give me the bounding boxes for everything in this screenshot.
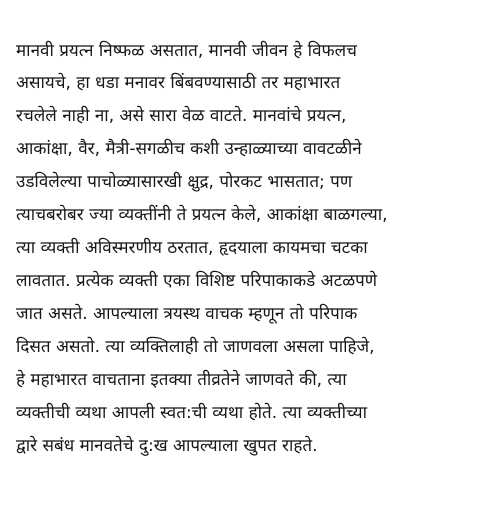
- text-line: लावतात. प्रत्येक व्यक्ती एका विशिष्ट परिपाकाकडे अटळपणे: [16, 271, 378, 291]
- text-line: रचलेले नाही ना, असे सारा वेळ वाटते. मानवांचे प्रयत्न,: [16, 106, 347, 126]
- text-line: त्या व्यक्ती अविस्मरणीय ठरतात, हृदयाला कायमचा चटका: [16, 238, 368, 258]
- text-line: जात असते. आपल्याला त्रयस्थ वाचक म्हणून तो परिपाक: [16, 304, 358, 324]
- text-line: हे महाभारत वाचताना इतक्या तीव्रतेने जाणवते की, त्या: [16, 370, 347, 390]
- text-line: व्यक्तीची व्यथा आपली स्वत:ची व्यथा होते. त्या व्यक्तीच्या: [16, 403, 368, 423]
- text-line: असायचे, हा धडा मनावर बिंबवण्यासाठी तर महाभारत: [16, 73, 341, 93]
- text-line: दिसत असतो. त्या व्यक्तिलाही तो जाणवला असला पाहिजे,: [16, 337, 375, 357]
- text-line: आकांक्षा, वैर, मैत्री-सगळीच कशी उन्हाळ्याच्या वावटळीने: [16, 139, 362, 159]
- text-line: त्याचबरोबर ज्या व्यक्तींनी ते प्रयत्न केले, आकांक्षा बाळगल्या,: [16, 205, 388, 225]
- text-line: मानवी प्रयत्न निष्फळ असतात, मानवी जीवन हे विफलच: [16, 41, 357, 61]
- text-line: उडविलेल्या पाचोळ्यासारखी क्षुद्र, पोरकट भासतात; पण: [16, 172, 353, 192]
- text-line: द्वारे सबंध मानवतेचे दु:ख आपल्याला खुपत राहते.: [16, 436, 318, 456]
